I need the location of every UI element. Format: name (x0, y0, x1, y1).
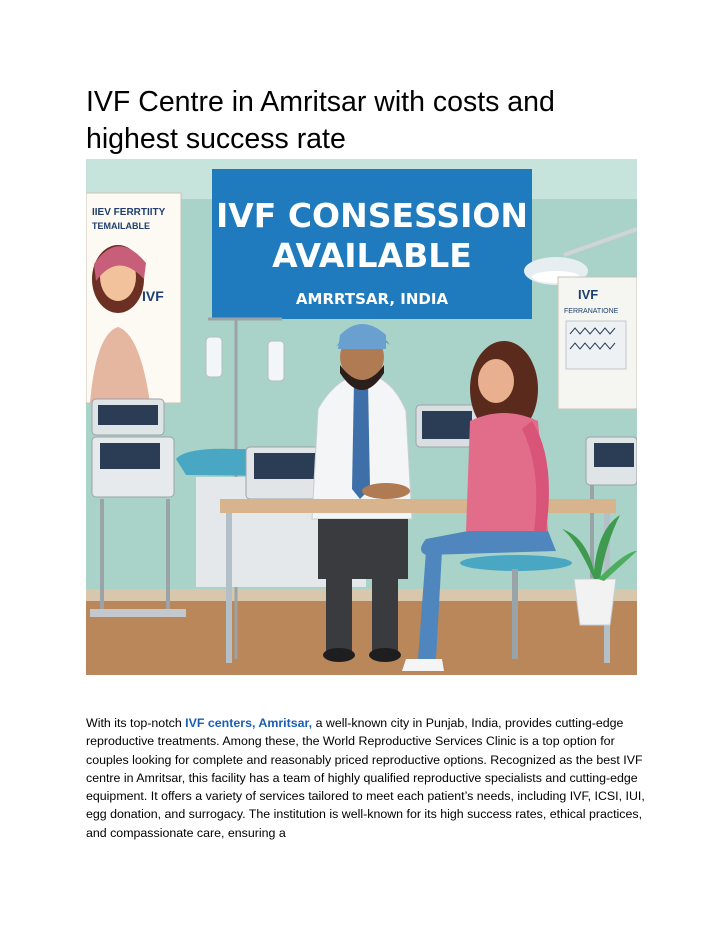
banner (212, 169, 532, 319)
banner-line2: AVAILABLE (272, 236, 472, 275)
right-poster-title: IVF (578, 287, 599, 302)
left-poster-line2: TEMAILABLE (92, 221, 150, 231)
clinic-illustration (86, 159, 637, 675)
left-poster-line1: IIEV FERRTIITY (92, 207, 166, 218)
left-poster-ivf: IVF (142, 288, 164, 304)
banner-line1: IVF CONSESSION (215, 196, 529, 235)
paragraph-intro: With its top-notch (86, 716, 186, 730)
paragraph-rest: a well-known city in Punjab, India, provides cutting-edge reproductive treatments. Among these, the World Reproductive Services Clinic is a top option for couples looking for complete and reasonably priced reproductive options. Recognized as the best IVF centre in Amritsar, this facility has a team of highly qualified reproductive specialists and cutting-edge equipment. It offers a variety of services tailored to meet each patient’s needs, including IVF, ICSI, IUI, egg donation, and surrogacy. The institution is well-known for its high success rates, ethical practices, and compassionate care, ensuring a (86, 716, 645, 840)
right-poster-subtitle: FERRANATIONE (564, 308, 619, 315)
ivf-centers-link[interactable]: IVF centers, Amritsar, (185, 716, 313, 730)
hero-image (86, 159, 637, 675)
banner-line3: AMRRTSAR, INDIA (295, 290, 449, 308)
right-poster (558, 277, 637, 409)
left-poster (86, 193, 181, 403)
page-title: IVF Centre in Amritsar with costs and highest success rate (86, 86, 555, 155)
article-paragraph (86, 714, 646, 842)
